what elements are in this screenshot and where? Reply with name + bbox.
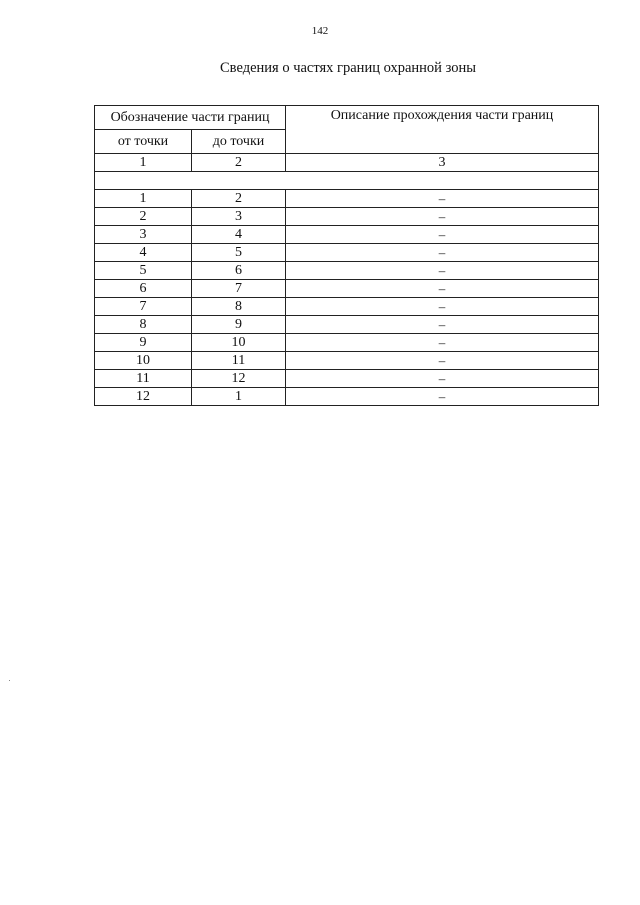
table-row xyxy=(95,370,599,388)
header-from-point: от точки xyxy=(95,130,192,154)
table-row xyxy=(95,262,599,280)
table-row xyxy=(95,190,599,208)
cell-from-point: 9 xyxy=(95,334,192,352)
header-boundary-description: Описание прохождения части границ xyxy=(286,106,599,154)
empty-section-row xyxy=(95,172,599,190)
table-row xyxy=(95,298,599,316)
table-row xyxy=(95,244,599,262)
cell-description: – xyxy=(286,334,599,352)
column-number-row xyxy=(95,154,599,172)
cell-to-point: 12 xyxy=(192,370,286,388)
scan-speck xyxy=(9,680,10,681)
cell-from-point: 2 xyxy=(95,208,192,226)
cell-from-point: 6 xyxy=(95,280,192,298)
cell-description: – xyxy=(286,316,599,334)
cell-from-point: 8 xyxy=(95,316,192,334)
column-number: 3 xyxy=(286,154,599,172)
table-header-row xyxy=(95,106,599,130)
cell-from-point: 10 xyxy=(95,352,192,370)
cell-to-point: 8 xyxy=(192,298,286,316)
document-title: Сведения о частях границ охранной зоны xyxy=(220,60,476,76)
cell-to-point: 6 xyxy=(192,262,286,280)
table-row xyxy=(95,388,599,406)
page-number: 142 xyxy=(311,25,329,37)
cell-to-point: 1 xyxy=(192,388,286,406)
cell-to-point: 4 xyxy=(192,226,286,244)
table-row xyxy=(95,316,599,334)
header-to-point: до точки xyxy=(192,130,286,154)
table-row xyxy=(95,208,599,226)
table-row xyxy=(95,352,599,370)
cell-to-point: 7 xyxy=(192,280,286,298)
cell-from-point: 12 xyxy=(95,388,192,406)
cell-description: – xyxy=(286,244,599,262)
cell-to-point: 9 xyxy=(192,316,286,334)
cell-from-point: 3 xyxy=(95,226,192,244)
cell-description: – xyxy=(286,262,599,280)
cell-from-point: 4 xyxy=(95,244,192,262)
table-row xyxy=(95,334,599,352)
cell-description: – xyxy=(286,370,599,388)
cell-description: – xyxy=(286,388,599,406)
table-row xyxy=(95,226,599,244)
cell-from-point: 5 xyxy=(95,262,192,280)
cell-to-point: 5 xyxy=(192,244,286,262)
cell-to-point: 11 xyxy=(192,352,286,370)
cell-from-point: 11 xyxy=(95,370,192,388)
column-number: 2 xyxy=(192,154,286,172)
column-number: 1 xyxy=(95,154,192,172)
empty-section-cell xyxy=(95,172,599,190)
cell-from-point: 1 xyxy=(95,190,192,208)
cell-description: – xyxy=(286,298,599,316)
cell-description: – xyxy=(286,280,599,298)
boundary-parts-table xyxy=(94,105,599,406)
cell-to-point: 3 xyxy=(192,208,286,226)
table-row xyxy=(95,280,599,298)
cell-to-point: 10 xyxy=(192,334,286,352)
cell-description: – xyxy=(286,208,599,226)
cell-description: – xyxy=(286,226,599,244)
cell-from-point: 7 xyxy=(95,298,192,316)
cell-description: – xyxy=(286,352,599,370)
header-boundary-designation: Обозначение части границ xyxy=(95,106,286,130)
cell-to-point: 2 xyxy=(192,190,286,208)
cell-description: – xyxy=(286,190,599,208)
